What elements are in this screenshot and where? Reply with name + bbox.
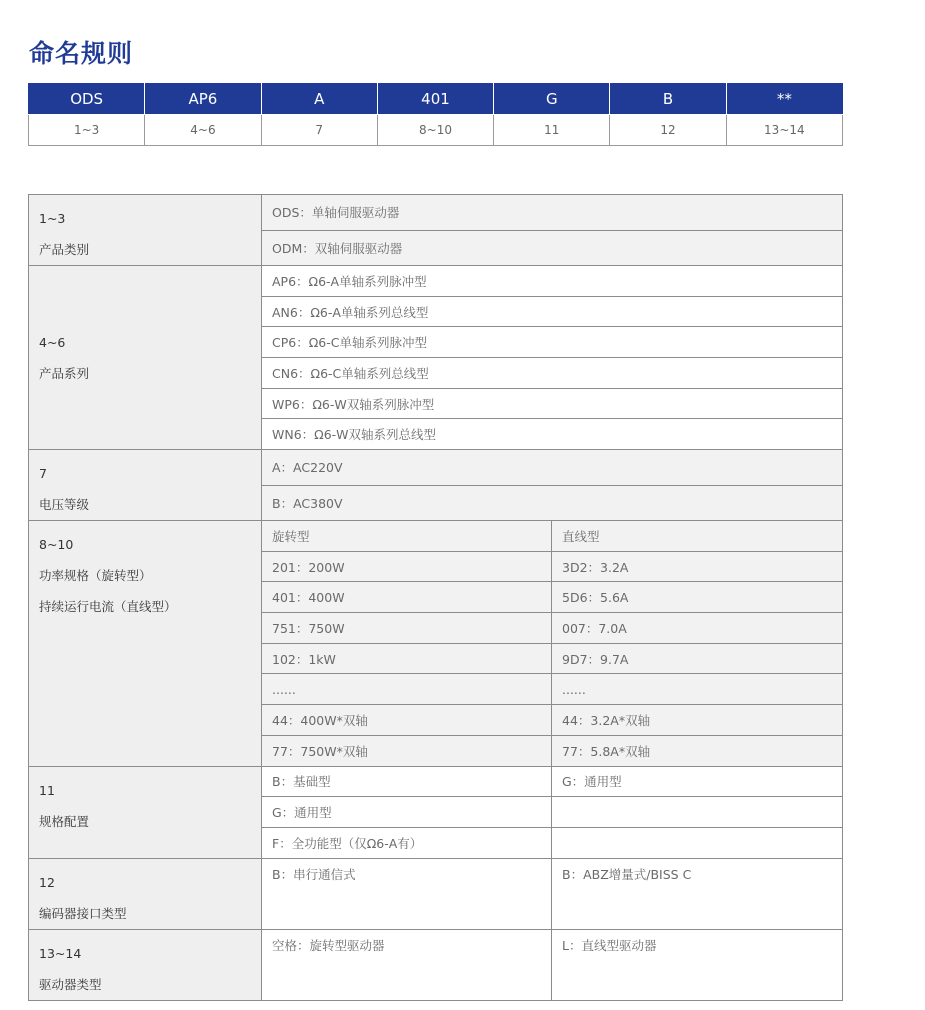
code-header-cell: G — [494, 84, 610, 115]
code-header-cell: B — [610, 84, 726, 115]
code-header-cell: 401 — [377, 84, 493, 115]
series-item: AP6：Ω6-A单轴系列脉冲型 — [262, 266, 843, 297]
power-cell: 751：750W — [262, 613, 552, 644]
power-cell: 007：7.0A — [552, 613, 843, 644]
category-name: 产品类别 — [39, 242, 90, 257]
code-position-cell: 11 — [494, 115, 610, 146]
series-position: 4~6 — [39, 334, 66, 350]
code-position-cell: 12 — [610, 115, 726, 146]
category-label — [29, 195, 262, 266]
code-header-cell: ** — [726, 84, 842, 115]
code-position-cell: 4~6 — [145, 115, 261, 146]
voltage-item: A：AC220V — [262, 450, 843, 486]
power-cell: 44：3.2A*双轴 — [552, 705, 843, 736]
driver-cell: L：直线型驱动器 — [552, 929, 843, 1000]
config-cell — [552, 827, 843, 858]
encoder-cell: B：ABZ增量式/BISS C — [552, 858, 843, 929]
series-item: AN6：Ω6-A单轴系列总线型 — [262, 296, 843, 327]
power-cell: 201：200W — [262, 551, 552, 582]
voltage-label — [29, 450, 262, 521]
series-label — [29, 266, 262, 450]
power-cell: 3D2：3.2A — [552, 551, 843, 582]
category-item: ODM：双轴伺服驱动器 — [262, 230, 843, 266]
spec-table-1 — [28, 194, 843, 521]
code-table — [28, 83, 843, 146]
category-position: 1~3 — [39, 211, 66, 226]
power-label — [29, 521, 262, 767]
code-header-cell: A — [261, 84, 377, 115]
driver-name: 驱动器类型 — [39, 976, 102, 992]
code-position-cell: 1~3 — [29, 115, 145, 146]
current-name: 持续运行电流（直线型） — [39, 599, 177, 614]
power-cell: 77：5.8A*双轴 — [552, 735, 843, 766]
config-name: 规格配置 — [39, 813, 90, 829]
category-item: ODS：单轴伺服驱动器 — [262, 195, 843, 231]
series-item: CP6：Ω6-C单轴系列脉冲型 — [262, 327, 843, 358]
config-cell: G：通用型 — [262, 797, 552, 828]
series-item: WN6：Ω6-W双轴系列总线型 — [262, 419, 843, 450]
config-cell: F：全功能型（仅Ω6-A有） — [262, 827, 552, 858]
power-cell: 直线型 — [552, 521, 843, 552]
code-position-cell: 7 — [261, 115, 377, 146]
driver-position: 13~14 — [39, 945, 82, 961]
driver-cell: 空格：旋转型驱动器 — [262, 929, 552, 1000]
encoder-position: 12 — [39, 874, 55, 890]
code-header-row — [29, 84, 843, 115]
voltage-item: B：AC380V — [262, 485, 843, 521]
series-item: CN6：Ω6-C单轴系列总线型 — [262, 358, 843, 389]
config-cell — [552, 797, 843, 828]
series-item: WP6：Ω6-W双轴系列脉冲型 — [262, 388, 843, 419]
code-header-cell: AP6 — [145, 84, 261, 115]
config-cell: G：通用型 — [552, 766, 843, 797]
config-label — [29, 766, 262, 858]
voltage-position: 7 — [39, 466, 47, 482]
voltage-name: 电压等级 — [39, 497, 90, 513]
code-header-cell: ODS — [29, 84, 145, 115]
power-cell: ...... — [262, 674, 552, 705]
power-cell: 44：400W*双轴 — [262, 705, 552, 736]
power-name: 功率规格（旋转型） — [39, 568, 152, 583]
driver-label — [29, 929, 262, 1000]
power-cell: 5D6：5.6A — [552, 582, 843, 613]
power-cell: 旋转型 — [262, 521, 552, 552]
series-name: 产品系列 — [39, 365, 90, 381]
page-title: 命名规则 — [29, 39, 134, 68]
power-cell: 102：1kW — [262, 643, 552, 674]
encoder-cell: B：串行通信式 — [262, 858, 552, 929]
code-position-cell: 8~10 — [377, 115, 493, 146]
config-cell: B：基础型 — [262, 766, 552, 797]
code-position-cell: 13~14 — [726, 115, 842, 146]
power-cell: 77：750W*双轴 — [262, 735, 552, 766]
power-cell: 9D7：9.7A — [552, 643, 843, 674]
config-position: 11 — [39, 782, 55, 798]
power-cell: ...... — [552, 674, 843, 705]
code-position-row — [29, 115, 843, 146]
spec-table-2 — [28, 520, 843, 1001]
encoder-name: 编码器接口类型 — [39, 905, 127, 921]
power-position: 8~10 — [39, 537, 74, 552]
encoder-label — [29, 858, 262, 929]
power-cell: 401：400W — [262, 582, 552, 613]
